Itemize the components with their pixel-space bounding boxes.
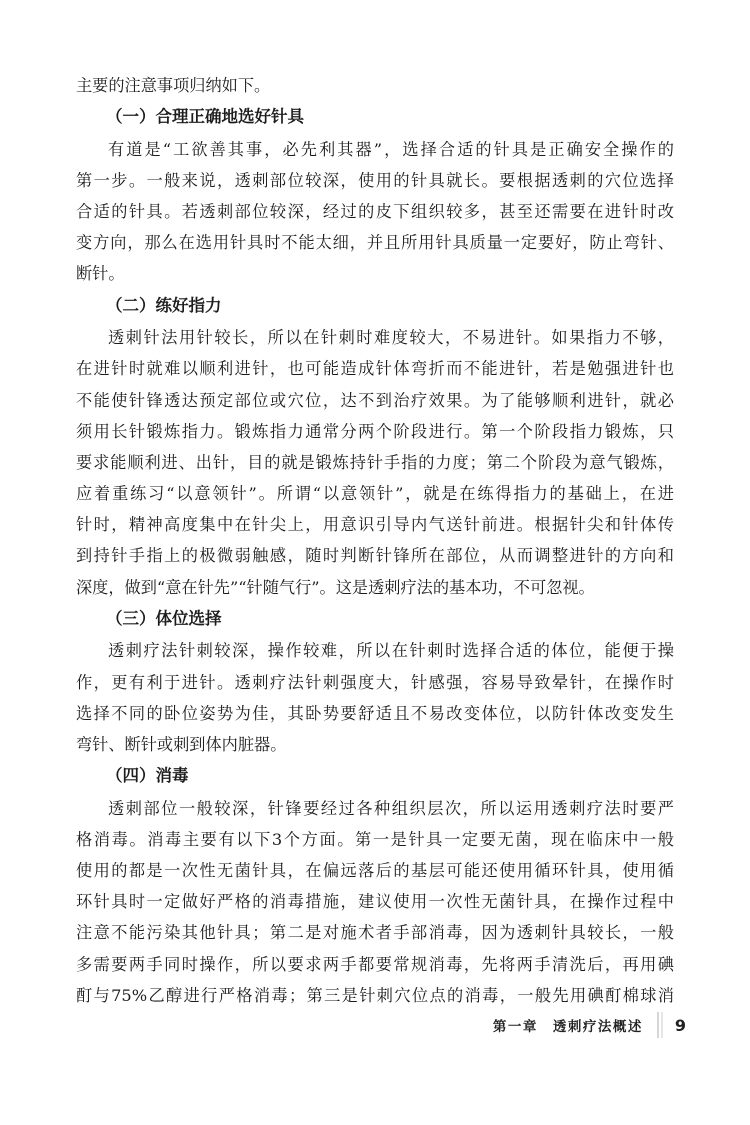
paragraph-line: 断针。: [76, 264, 125, 284]
paragraph-line: 酊与75%乙醇进行严格消毒；第三是针刺穴位点的消毒，一般先用碘酊棉球消: [76, 985, 674, 1005]
paragraph-line: 注意不能污染其他针具；第二是对施术者手部消毒，因为透刺针具较长，一般: [76, 923, 674, 943]
paragraph-line: 透刺疗法针刺较深，操作较难，所以在针刺时选择合适的体位，能便于操: [108, 641, 674, 661]
paragraph-line: 合适的针具。若透刺部位较深，经过的皮下组织较多，甚至还需要在进针时改: [76, 202, 674, 222]
paragraph-line: 须用长针锻炼指力。锻炼指力通常分两个阶段进行。第一个阶段指力锻炼，只: [76, 421, 674, 441]
body-text: [76, 70, 674, 1011]
paragraph-line: 应着重练习“以意领针”。所谓“以意领针”，就是在练得指力的基础上，在进: [76, 484, 674, 504]
paragraph-line: 格消毒。消毒主要有以下3个方面。第一是针具一定要无菌，现在临床中一般: [76, 829, 674, 849]
section-heading-3: （三）体位选择: [106, 608, 222, 628]
paragraph-line: 使用的都是一次性无菌针具，在偏远落后的基层可能还使用循环针具，使用循: [76, 860, 674, 880]
paragraph-line: 透刺部位一般较深，针锋要经过各种组织层次，所以运用透刺疗法时要严: [108, 798, 674, 818]
paragraph-line: 环针具时一定做好严格的消毒措施，建议使用一次性无菌针具，在操作过程中: [76, 892, 674, 912]
paragraph-line: 作，更有利于进针。透刺疗法针刺强度大，针感强，容易导致晕针，在操作时: [76, 672, 674, 692]
intro-line: 主要的注意事项归纳如下。: [76, 76, 271, 95]
paragraph-line: 针时，精神高度集中在针尖上，用意识引导内气送针前进。根据针尖和针体传: [76, 515, 674, 535]
running-footer-chapter: 第一章 透刺疗法概述: [492, 1019, 643, 1035]
paragraph-line: 到持针手指上的极微弱触感，随时判断针锋所在部位，从而调整进针的方向和: [76, 546, 674, 566]
paragraph-line: 在进针时就难以顺利进针，也可能造成针体弯折而不能进针，若是勉强进针也: [76, 359, 674, 379]
paragraph-line: 多需要两手同时操作，所以要求两手都要常规消毒，先将两手清洗后，再用碘: [76, 954, 674, 974]
paragraph-line: 弯针、断针或刺到体内脏器。: [76, 734, 287, 754]
paragraph-line: 第一步。一般来说，透刺部位较深，使用的针具就长。要根据透刺的穴位选择: [76, 170, 674, 190]
paragraph-line: 深度，做到“意在针先”“针随气行”。这是透刺疗法的基本功，不可忽视。: [76, 577, 595, 597]
page-number: 9: [674, 1015, 686, 1035]
section-heading-1: （一）合理正确地选好针具: [106, 107, 304, 127]
paragraph-line: 透刺针法用针较长，所以在针刺时难度较大，不易进针。如果指力不够，: [108, 328, 674, 348]
paragraph-line: 不能使针锋透达预定部位或穴位，达不到治疗效果。为了能够顺利进针，就必: [76, 390, 674, 410]
paragraph-line: 要求能顺利进、出针，目的就是锻炼持针手指的力度；第二个阶段为意气锻炼，: [76, 452, 674, 472]
paragraph-line: 有道是“工欲善其事，必先利其器”，选择合适的针具是正确安全操作的: [108, 139, 674, 159]
section-heading-4: （四）消毒: [106, 766, 189, 786]
paragraph-line: 选择不同的卧位姿势为佳，其卧势要舒适且不易改变体位，以防针体改变发生: [76, 703, 674, 723]
section-heading-2: （二）练好指力: [106, 295, 222, 315]
paragraph-line: 变方向，那么在选用针具时不能太细，并且所用针具质量一定要好，防止弯针、: [76, 233, 674, 253]
page-footer: [493, 1005, 686, 1045]
footer-divider: [657, 1012, 665, 1038]
